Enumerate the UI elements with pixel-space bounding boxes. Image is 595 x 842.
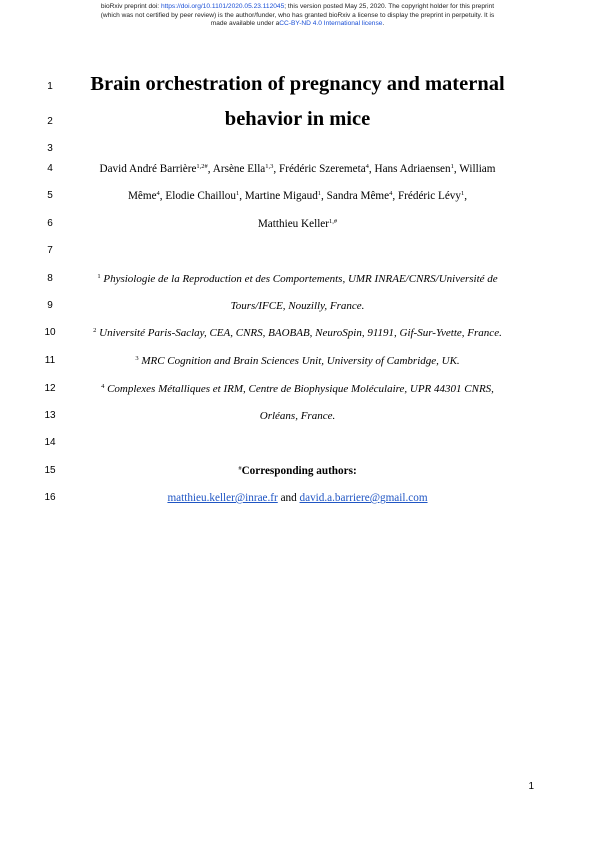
page-number: 1	[528, 781, 534, 792]
author-name: Elodie Chaillou	[165, 190, 236, 202]
line-number: 14	[44, 437, 56, 448]
author-affiliation-marker: 4	[389, 190, 393, 197]
author-affiliation-marker: 1,2#	[196, 163, 208, 170]
affiliation-marker: 4	[101, 383, 105, 390]
affiliation-marker: 1	[97, 273, 101, 280]
corresponding-marker: #	[238, 465, 242, 472]
affiliation-2: $^2$ Université Paris-Saclay, CEA, CNRS, BAOBAB, NeuroSpin, 91191, Gif-Sur-Yvette, France.	[93, 327, 502, 339]
author-affiliation-marker: 4	[365, 163, 369, 170]
line-number: 13	[44, 410, 56, 421]
author-affiliation-marker: 1,#	[329, 218, 338, 225]
author-affiliation-marker: 1	[461, 190, 465, 197]
author-name: Hans Adriaensen	[374, 163, 451, 175]
author-line-3	[60, 217, 535, 231]
line-number: 16	[44, 492, 56, 503]
corresponding-authors-heading: #Corresponding authors:	[238, 465, 357, 477]
line-number: 12	[44, 383, 56, 394]
banner-line-3: made available under aCC-BY-ND 4.0 International license.	[210, 20, 385, 28]
license-link[interactable]: CC-BY-ND 4.0 International license	[279, 20, 383, 28]
line-number: 1	[47, 81, 53, 92]
line-number: 6	[47, 218, 53, 229]
author-affiliation-marker: 1	[235, 190, 240, 197]
email-link-barriere[interactable]: david.a.barriere@gmail.com	[299, 492, 428, 504]
line-number: 11	[44, 355, 56, 366]
author-affiliation-marker: 4	[156, 190, 160, 197]
line-number: 7	[47, 245, 53, 256]
line-number: 2	[47, 116, 53, 127]
line-number: 9	[47, 300, 53, 311]
email-link-keller[interactable]: matthieu.keller@inrae.fr	[167, 492, 278, 504]
affiliation-marker: 3	[135, 355, 139, 362]
paper-title-line-2: behavior in mice	[224, 108, 371, 130]
author-name: Matthieu Keller	[257, 218, 329, 230]
doi-link[interactable]: https://doi.org/10.1101/2020.05.23.112045	[160, 3, 285, 10]
author-line-2: Même$^4$, Elodie Chaillou$^1$, Martine Migaud$^1$, Sandra Même$^4$, Frédéric Lévy$^1$,	[127, 190, 468, 202]
author-affiliation-marker: 1	[450, 163, 454, 170]
line-number: 8	[47, 273, 53, 284]
banner-line-1: bioRxiv preprint doi: https://doi.org/10.1101/2020.05.23.112045; this version posted May 25, 2020. The copyright holder for this preprint	[100, 3, 495, 10]
author-name: David André Barrière	[99, 163, 197, 175]
line-number: 3	[47, 143, 53, 154]
line-number: 4	[47, 163, 53, 174]
banner-line-2: (which was not certified by peer review) is the author/funder, who has granted bioRxiv a license to display the preprint in perpetuity. It is	[100, 11, 495, 19]
author-name: Martine Migaud	[244, 190, 318, 202]
preprint-banner	[0, 3, 595, 29]
paper-title-line-1: Brain orchestration of pregnancy and maternal	[90, 73, 505, 95]
affiliation-3: $^3$ MRC Cognition and Brain Sciences Unit, University of Cambridge, UK.	[135, 355, 460, 367]
author-name: Frédéric Szeremeta	[279, 163, 366, 175]
author-affiliation-marker: 1,3	[265, 163, 274, 170]
author-name: Frédéric Lévy	[397, 190, 461, 202]
line-number: 10	[44, 327, 56, 338]
corresponding-emails: matthieu.keller@inrae.fr and david.a.barriere@gmail.com	[167, 492, 428, 504]
affiliation-4-line-2: Orléans, France.	[259, 410, 336, 422]
author-name: Arsène Ella	[212, 163, 266, 175]
line-number: 5	[47, 190, 53, 201]
line-number: 15	[44, 465, 56, 476]
author-name: Même	[127, 190, 157, 202]
affiliation-4-line-1: $^4$ Complexes Métalliques et IRM, Centre de Biophysique Moléculaire, UPR 44301 CNRS,	[101, 383, 494, 395]
author-affiliation-marker: 1	[317, 190, 322, 197]
author-line-1: David André Barrière$^{1,2\#}$, Arsène Ella$^{1,3}$, Frédéric Szeremeta$^4$, Hans Adriaensen$^1$, William	[99, 163, 496, 175]
affiliation-marker: 2	[93, 327, 97, 334]
affiliation-1-line-1: $^1$ Physiologie de la Reproduction et des Comportements, UMR INRAE/CNRS/Université de	[97, 273, 498, 285]
author-name: Sandra Même	[326, 190, 390, 202]
affiliation-1-line-2: Tours/IFCE, Nouzilly, France.	[230, 300, 365, 312]
